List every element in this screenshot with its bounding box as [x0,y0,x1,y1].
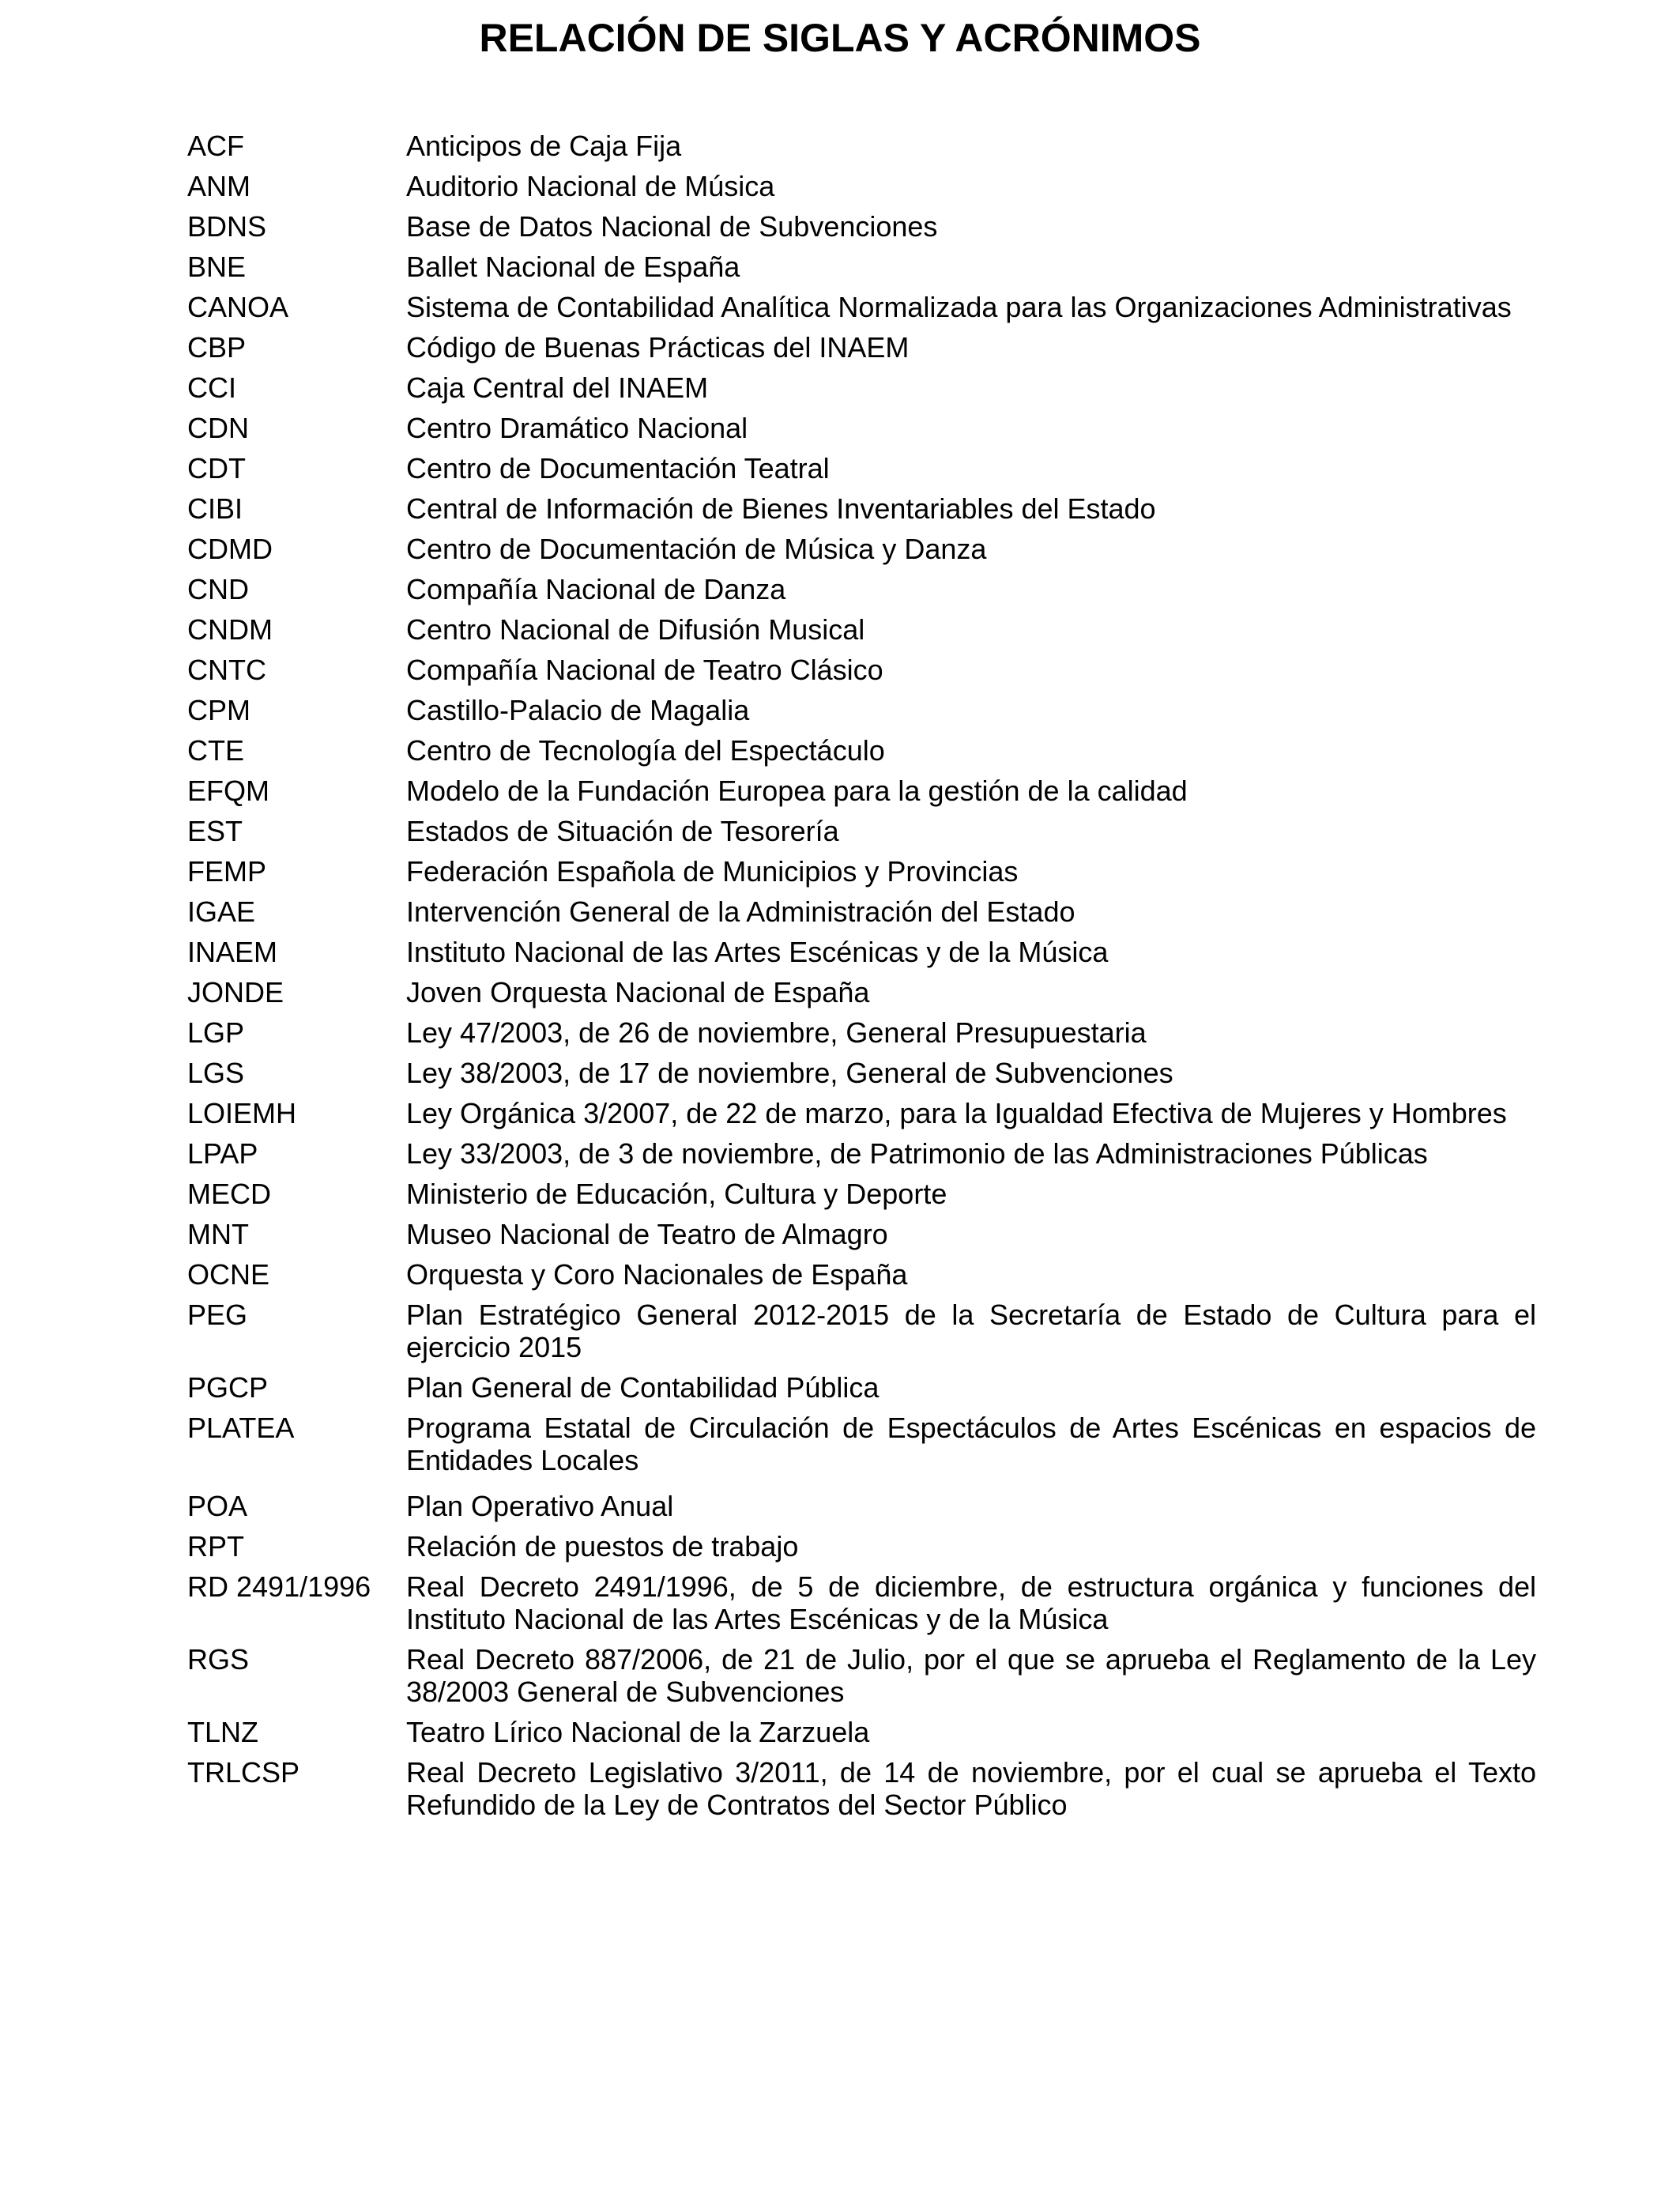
acronym: CTE [187,734,244,767]
definition: Sistema de Contabilidad Analítica Normalizada para las Organizaciones Administrativas [406,291,1512,323]
acronym: TLNZ [187,1716,258,1748]
list-item [187,976,1536,1008]
definition: Compañía Nacional de Teatro Clásico [406,654,883,686]
definition: Ley 33/2003, de 3 de noviembre, de Patrimonio de las Administraciones Públicas [406,1137,1428,1170]
list-item [187,452,1536,484]
definition: Real Decreto Legislativo 3/2011, de 14 de noviembre, por el cual se aprueba el Texto Refundido de la Ley de Contratos del Sector Público [406,1756,1536,1821]
acronym: MECD [187,1178,271,1210]
list-item [187,936,1536,968]
acronym: ANM [187,170,250,202]
list-item [187,1530,1536,1563]
definition: Teatro Lírico Nacional de la Zarzuela [406,1716,870,1748]
list-item [187,1643,1536,1708]
acronym: TRLCSP [187,1756,300,1789]
definition: Real Decreto 2491/1996, de 5 de diciembre, de estructura orgánica y funciones del Instituto Nacional de las Artes Escénicas y de la Música [406,1570,1536,1635]
acronym: MNT [187,1218,249,1250]
acronym: FEMP [187,855,267,888]
definition: Centro de Documentación Teatral [406,452,830,484]
acronym: CNDM [187,613,273,646]
definition: Real Decreto 887/2006, de 21 de Julio, por el que se aprueba el Reglamento de la Ley 38/2003 General de Subvenciones [406,1643,1536,1708]
acronym: CANOA [187,291,289,323]
list-item [187,573,1536,605]
acronym: JONDE [187,976,284,1008]
acronym: EFQM [187,775,269,807]
definition: Ley Orgánica 3/2007, de 22 de marzo, para la Igualdad Efectiva de Mujeres y Hombres [406,1097,1507,1129]
list-item [187,533,1536,565]
list-item [187,1016,1536,1049]
list-item [187,1178,1536,1210]
acronym: CND [187,573,249,605]
definition: Anticipos de Caja Fija [406,130,682,162]
list-item [187,331,1536,364]
list-item [187,210,1536,243]
definition: Auditorio Nacional de Música [406,170,775,202]
list-item [187,694,1536,726]
list-item [187,1097,1536,1129]
acronym: PLATEA [187,1412,295,1444]
definition: Ley 38/2003, de 17 de noviembre, General de Subvenciones [406,1057,1173,1089]
definition: Código de Buenas Prácticas del INAEM [406,331,910,364]
definition: Plan Estratégico General 2012-2015 de la Secretaría de Estado de Cultura para el ejercicio 2015 [406,1299,1536,1363]
acronym: CCI [187,371,236,404]
list-item [187,1490,1536,1522]
definition: Programa Estatal de Circulación de Espectáculos de Artes Escénicas en espacios de Entidades Locales [406,1412,1536,1476]
list-item [187,613,1536,646]
definition: Estados de Situación de Tesorería [406,815,839,847]
definition: Centro Nacional de Difusión Musical [406,613,865,646]
list-item [187,815,1536,847]
acronym: LOIEMH [187,1097,297,1129]
acronym: CDN [187,412,249,444]
definition: Joven Orquesta Nacional de España [406,976,870,1008]
list-item [187,1057,1536,1089]
list-item [187,1258,1536,1291]
definition: Plan Operativo Anual [406,1490,674,1522]
definition: Orquesta y Coro Nacionales de España [406,1258,908,1291]
acronym: PGCP [187,1371,269,1404]
list-item [187,855,1536,888]
definition: Caja Central del INAEM [406,371,709,404]
definition: Relación de puestos de trabajo [406,1530,799,1563]
acronym: CNTC [187,654,266,686]
list-item [187,1570,1536,1635]
list-item [187,1218,1536,1250]
acronym: CDMD [187,533,273,565]
acronym: CIBI [187,492,243,525]
definition: Ballet Nacional de España [406,251,740,283]
definition: Intervención General de la Administración del Estado [406,895,1075,928]
acronym: PEG [187,1299,248,1331]
list-item [187,734,1536,767]
list-item [187,654,1536,686]
definition: Centro de Documentación de Música y Danza [406,533,987,565]
definition: Ministerio de Educación, Cultura y Deporte [406,1178,947,1210]
definition: Centro Dramático Nacional [406,412,748,444]
acronym: CPM [187,694,250,726]
acronym: OCNE [187,1258,270,1291]
acronym: INAEM [187,936,278,968]
definition: Federación Española de Municipios y Provincias [406,855,1019,888]
acronym: RPT [187,1530,244,1563]
list-item [187,291,1536,323]
list-item [187,170,1536,202]
acronym: LGP [187,1016,245,1049]
acronym: BDNS [187,210,267,243]
list-item [187,492,1536,525]
definition: Base de Datos Nacional de Subvenciones [406,210,938,243]
definition: Museo Nacional de Teatro de Almagro [406,1218,888,1250]
acronym: CDT [187,452,246,484]
acronym: EST [187,815,243,847]
acronym: BNE [187,251,247,283]
list-item [187,412,1536,444]
acronym-list [187,130,1536,1829]
definition: Modelo de la Fundación Europea para la gestión de la calidad [406,775,1188,807]
list-item [187,775,1536,807]
definition: Compañía Nacional de Danza [406,573,786,605]
list-item [187,1371,1536,1404]
list-item [187,1716,1536,1748]
list-item [187,1412,1536,1476]
definition: Centro de Tecnología del Espectáculo [406,734,885,767]
acronym: RD 2491/1996 [187,1570,371,1603]
list-item [187,1299,1536,1363]
acronym: LGS [187,1057,245,1089]
acronym: RGS [187,1643,250,1676]
acronym: ACF [187,130,244,162]
definition: Central de Información de Bienes Inventariables del Estado [406,492,1156,525]
definition: Ley 47/2003, de 26 de noviembre, General Presupuestaria [406,1016,1147,1049]
list-item [187,1137,1536,1170]
page-title: RELACIÓN DE SIGLAS Y ACRÓNIMOS [479,16,1201,60]
definition: Castillo-Palacio de Magalia [406,694,750,726]
list-item [187,251,1536,283]
list-item [187,895,1536,928]
list-item [187,371,1536,404]
acronym: IGAE [187,895,256,928]
acronym: CBP [187,331,247,364]
list-item [187,1756,1536,1821]
list-item [187,130,1536,162]
acronym: LPAP [187,1137,258,1170]
definition: Instituto Nacional de las Artes Escénicas y de la Música [406,936,1109,968]
acronym: POA [187,1490,248,1522]
definition: Plan General de Contabilidad Pública [406,1371,880,1404]
